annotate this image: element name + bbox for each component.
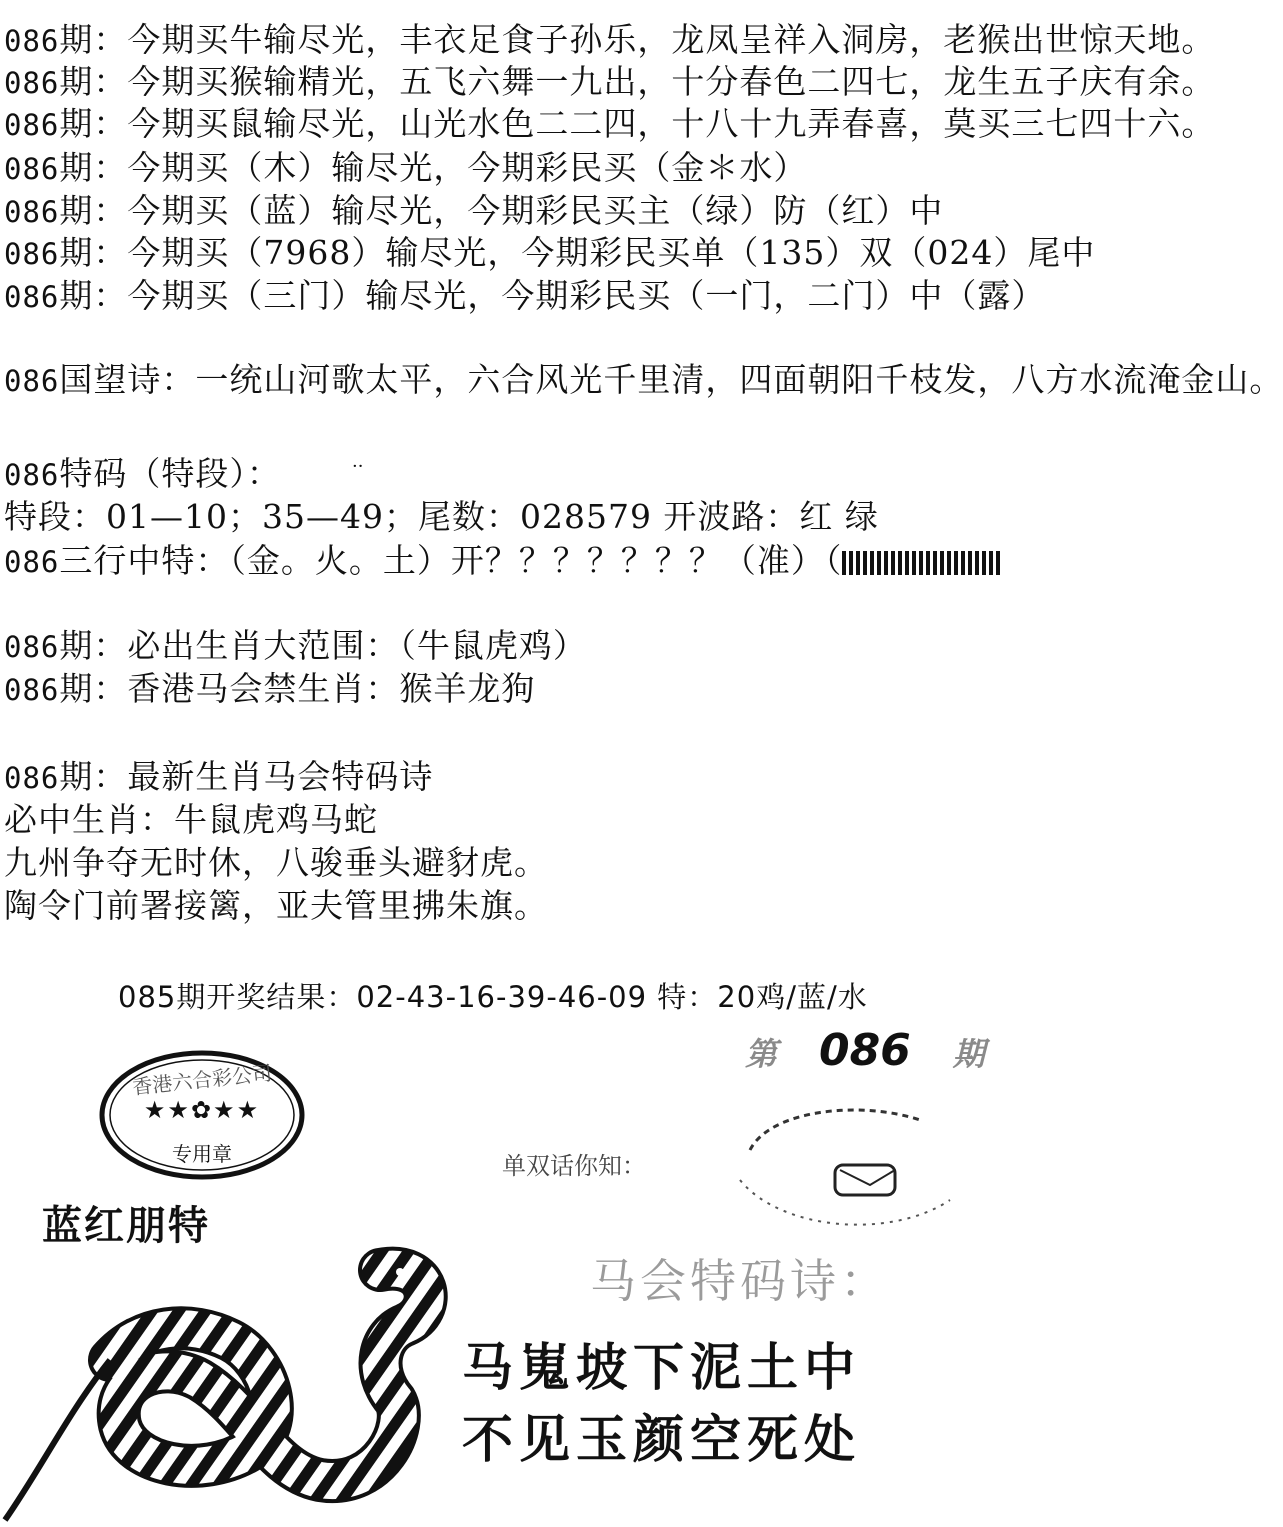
big-poem-line-2: 不见玉颜空死处 xyxy=(462,1411,862,1470)
period-prefix: 086 xyxy=(4,761,60,795)
period-prefix: 086 xyxy=(4,364,60,398)
banned-zodiac-line xyxy=(4,667,535,712)
period-prefix: 086 xyxy=(4,108,60,142)
must-win-zodiac-line xyxy=(4,798,378,842)
period-prefix: 086 xyxy=(4,630,60,664)
draw-result: 085期开奖结果：02-43-16-39-46-09 特：20鸡/蓝/水 xyxy=(118,980,868,1014)
period-text: 期：今期买（三门）输尽光，今期彩民买（一门，二门）中（露） xyxy=(59,276,1046,315)
latest-poem-title: 期：最新生肖马会特码诗 xyxy=(59,757,434,796)
period-text: 期：今期买（蓝）输尽光，今期彩民买主（绿）防（红）中 xyxy=(59,191,944,230)
period-line-6 xyxy=(4,231,1095,276)
period-prefix: 086 xyxy=(4,195,60,229)
period-line-7 xyxy=(4,274,1045,319)
verse-line-1 xyxy=(4,841,548,885)
period-text: 期：今期买牛输尽光，丰衣足食子孙乐，龙凤呈祥入洞房，老猴出世惊天地。 xyxy=(59,20,1216,59)
poem-text: 国望诗：一统山河歌太平，六合风光千里清，四面朝阳千枝发，八方水流淹金山。 xyxy=(59,360,1283,399)
verse-line-2 xyxy=(4,884,548,928)
verse-text: 陶令门前署接篱，亚夫管里拂朱旗。 xyxy=(4,886,548,925)
period-prefix: 086 xyxy=(4,458,60,492)
period-prefix: 086 xyxy=(4,66,60,100)
special-code-heading xyxy=(4,452,281,497)
banned-zodiac-text: 期：香港马会禁生肖：猴羊龙狗 xyxy=(59,669,536,708)
three-elements-line xyxy=(4,539,1002,584)
handshake-icon xyxy=(720,1090,970,1240)
decorative-dots: ·· xyxy=(352,456,364,477)
period-prefix: 086 xyxy=(4,545,60,579)
period-line-1 xyxy=(4,18,1215,63)
stamp-top-text: 香港六合彩公司 xyxy=(131,1060,274,1100)
special-segment-line xyxy=(4,495,879,539)
issue-number-value: 086 xyxy=(818,1025,911,1076)
period-prefix: 086 xyxy=(4,24,60,58)
horse-club-poem-title: 马会特码诗： xyxy=(590,1254,890,1308)
odd-even-subtitle: 单双话你知： xyxy=(502,1152,646,1180)
period-text: 期：今期买（7968）输尽光，今期彩民买单（135）双（024）尾中 xyxy=(59,233,1096,272)
poem-line xyxy=(4,358,1283,403)
issue-right: 期 xyxy=(952,1035,985,1073)
snake-icon xyxy=(0,1250,450,1527)
period-text: 期：今期买猴输精光，五飞六舞一九出，十分春色二四七，龙生五子庆有余。 xyxy=(59,62,1216,101)
zodiac-range-text: 期：必出生肖大范围：（牛鼠虎鸡） xyxy=(59,626,587,665)
zodiac-range-line xyxy=(4,624,587,669)
big-poem-line-1: 马嵬坡下泥土中 xyxy=(462,1339,862,1398)
period-line-3 xyxy=(4,102,1215,147)
must-win-zodiac-text: 必中生肖：牛鼠虎鸡马蛇 xyxy=(4,800,378,839)
stamp-stars: ★★✿★★ xyxy=(143,1096,261,1124)
period-prefix: 086 xyxy=(4,280,60,314)
period-prefix: 086 xyxy=(4,152,60,186)
special-code-text: 特码（特段）： xyxy=(59,454,281,493)
period-text: 期：今期买（木）输尽光，今期彩民买（金＊水） xyxy=(59,148,808,187)
latest-poem-heading xyxy=(4,755,433,800)
company-stamp xyxy=(92,1040,312,1190)
special-segment-text: 特段：01—10；35—49；尾数：028579 开波路：红 绿 xyxy=(4,497,879,536)
issue-left: 第 xyxy=(745,1035,778,1073)
three-elements-text: 三行中特：（金。火。土）开？？？？？？？（准）（ xyxy=(59,541,843,580)
period-prefix: 086 xyxy=(4,673,60,707)
issue-number xyxy=(745,1025,985,1076)
verse-text: 九州争夺无时休，八骏垂头避豺虎。 xyxy=(4,843,548,882)
period-line-5 xyxy=(4,189,943,234)
stamp-bottom-text: 专用章 xyxy=(172,1142,232,1166)
period-line-4 xyxy=(4,146,807,191)
period-line-2 xyxy=(4,60,1215,105)
blue-red-heading: 蓝红朋特 xyxy=(42,1203,210,1249)
period-text: 期：今期买鼠输尽光，山光水色二二四，十八十九弄春喜，莫买三七四十六。 xyxy=(59,104,1216,143)
period-prefix: 086 xyxy=(4,237,60,271)
redacted-block xyxy=(842,551,1002,575)
